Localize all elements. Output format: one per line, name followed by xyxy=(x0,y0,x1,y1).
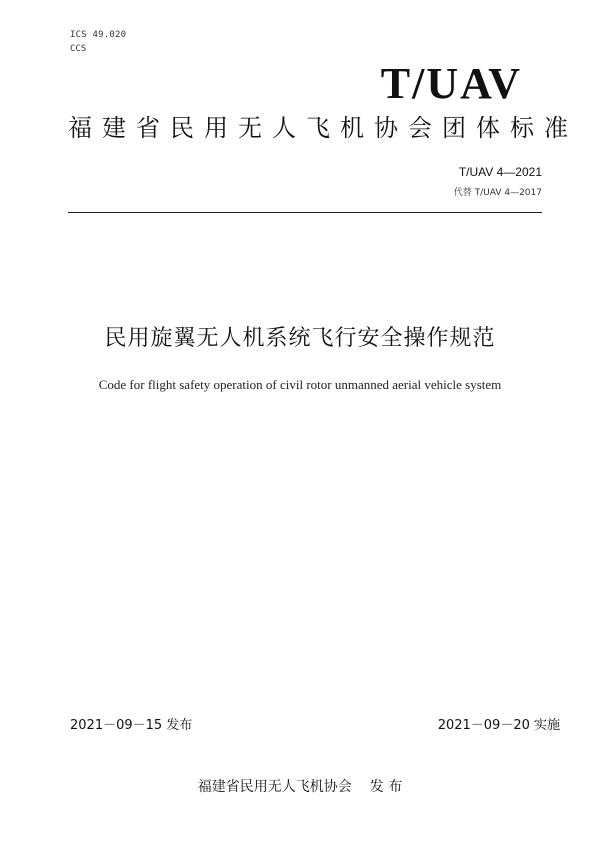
header-divider xyxy=(68,212,542,213)
standard-number: T/UAV 4—2021 xyxy=(458,165,542,179)
publish-label: 发 布 xyxy=(369,779,403,795)
organization-standard-heading: 福建省民用无人飞机协会团体标准 xyxy=(68,114,578,142)
replaces-standard: 代替 T/UAV 4—2017 xyxy=(453,188,542,198)
standard-brand-code: T/UAV xyxy=(380,59,522,108)
document-title-english: Code for flight safety operation of civil rotor unmanned aerial vehicle system xyxy=(98,377,502,392)
ccs-code: CCS xyxy=(70,44,87,54)
implementation-date: 2021－09－20 实施 xyxy=(437,718,560,733)
document-title-chinese: 民用旋翼无人机系统飞行安全操作规范 xyxy=(104,326,496,351)
ics-code: ICS 49.020 xyxy=(70,30,127,40)
publisher-line xyxy=(0,776,600,796)
publisher-name: 福建省民用无人飞机协会 xyxy=(197,779,352,795)
issue-date: 2021－09－15 发布 xyxy=(70,718,193,733)
